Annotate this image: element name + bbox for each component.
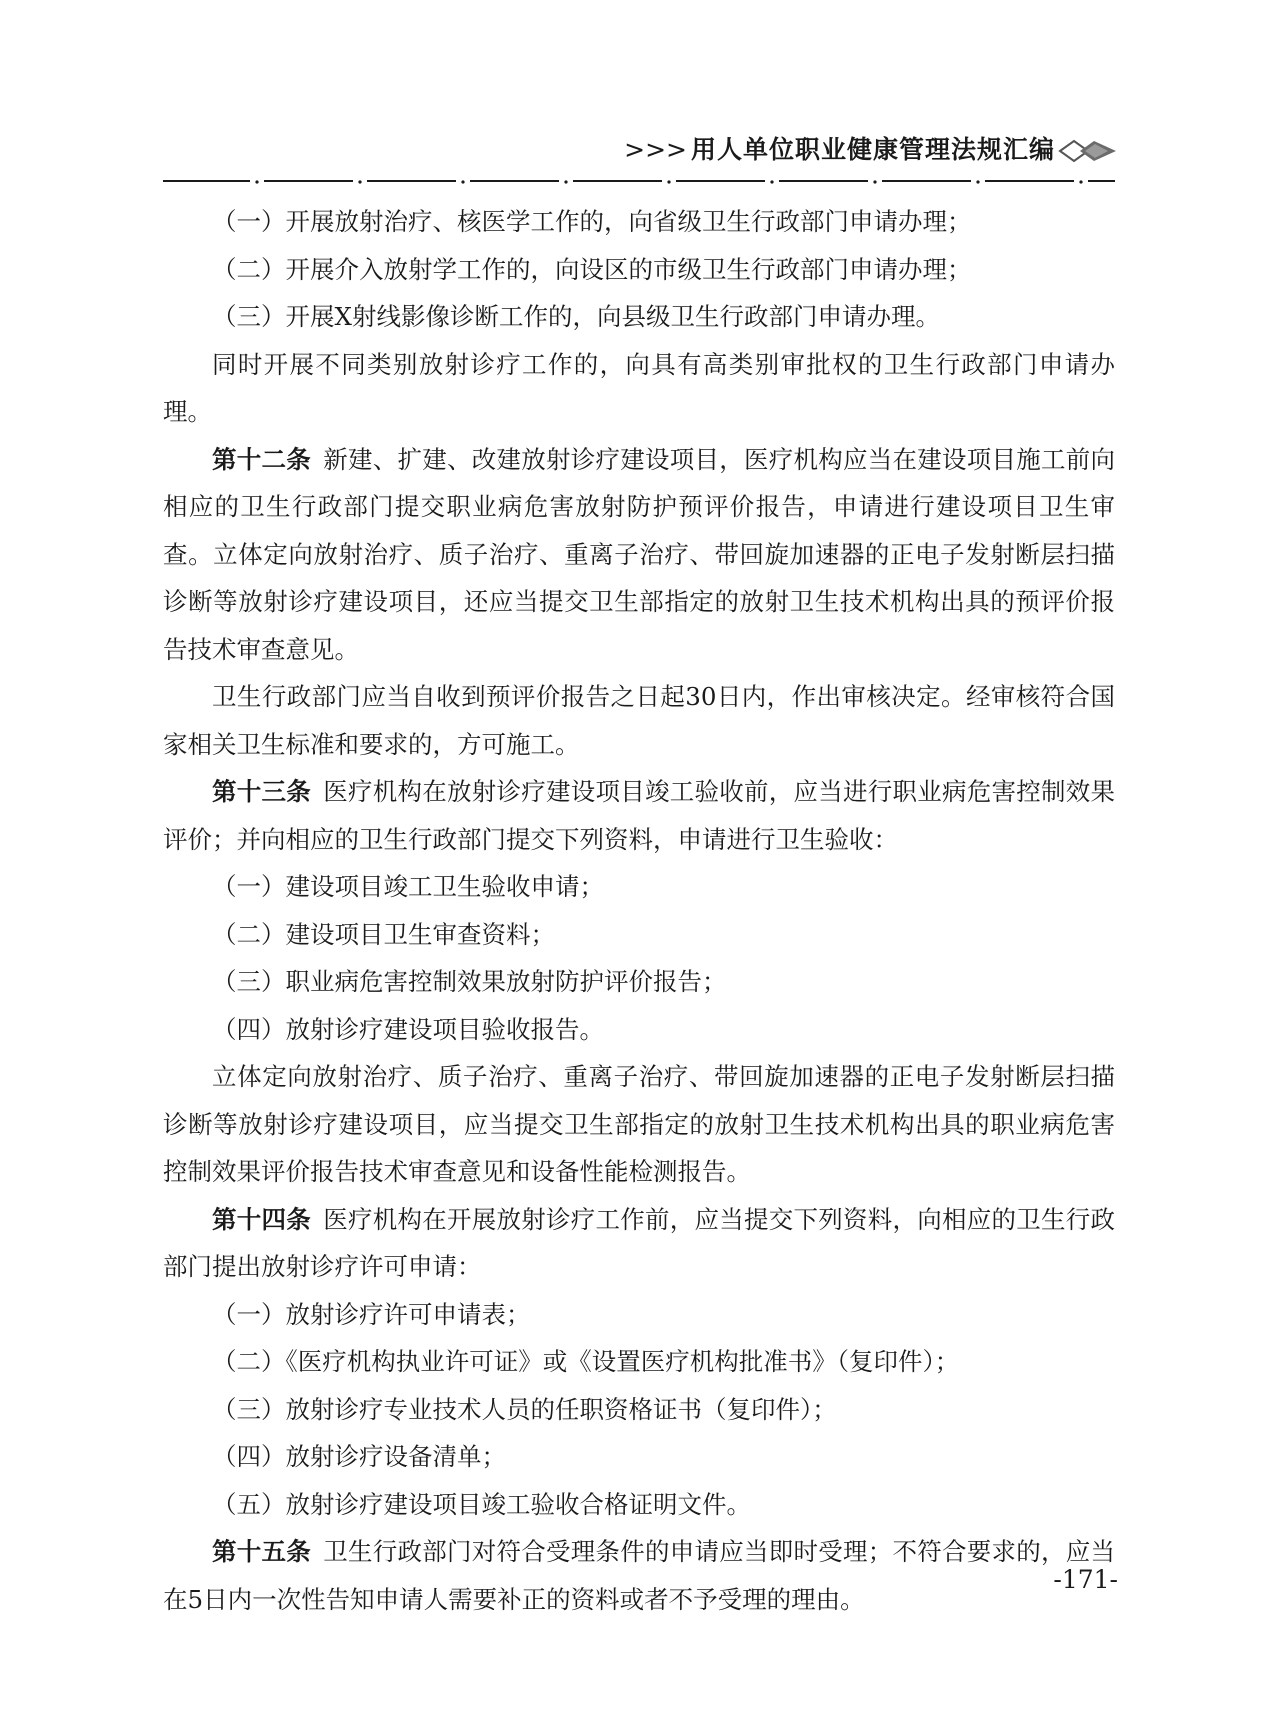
paragraph-text: 立体定向放射治疗、质子治疗、重离子治疗、带回旋加速器的正电子发射断层扫描诊断等放射诊疗建设项目，应当提交卫生部指定的放射卫生技术机构出具的职业病危害控制效果评价报告技术审查意见和设备性能检测报告。 xyxy=(163,1062,1115,1186)
running-header xyxy=(0,133,1275,173)
paragraph-text: 医疗机构在放射诊疗建设项目竣工验收前，应当进行职业病危害控制效果评价；并向相应的卫生行政部门提交下列资料，申请进行卫生验收： xyxy=(163,777,1115,854)
article-heading: 第十二条 xyxy=(212,444,311,474)
paragraph-text: 医疗机构在开展放射诊疗工作前，应当提交下列资料，向相应的卫生行政部门提出放射诊疗许可申请： xyxy=(163,1204,1115,1281)
paragraph xyxy=(163,198,1115,246)
paragraph xyxy=(163,958,1115,1006)
paragraph xyxy=(163,341,1115,436)
paragraph xyxy=(163,911,1115,959)
paragraph-text: （四）放射诊疗建设项目验收报告。 xyxy=(212,1014,604,1044)
header-title xyxy=(624,133,1055,167)
paragraph-text: （二）《医疗机构执业许可证》或《设置医疗机构批准书》（复印件）； xyxy=(212,1347,960,1376)
paragraph-text: （二）建设项目卫生审查资料； xyxy=(212,919,555,949)
paragraph xyxy=(163,1386,1115,1434)
paragraph xyxy=(163,1053,1115,1196)
header-rule xyxy=(163,178,1115,184)
paragraph-text: （一）开展放射治疗、核医学工作的，向省级卫生行政部门申请办理； xyxy=(212,207,972,236)
paragraph-text: （三）放射诊疗专业技术人员的任职资格证书（复印件）； xyxy=(212,1394,837,1424)
paragraph xyxy=(163,1291,1115,1339)
body-text xyxy=(163,198,1115,1623)
page-number: -171- xyxy=(1053,1565,1118,1594)
paragraph xyxy=(163,293,1115,341)
article-heading: 第十三条 xyxy=(212,777,311,806)
paragraph-text: （五）放射诊疗建设项目竣工验收合格证明文件。 xyxy=(212,1489,751,1519)
paragraph-text: 新建、扩建、改建放射诊疗建设项目，医疗机构应当在建设项目施工前向相应的卫生行政部门提交职业病危害放射防护预评价报告，申请进行建设项目卫生审查。立体定向放射治疗、质子治疗、重离子治疗、带回旋加速器的正电子发射断层扫描诊断等放射诊疗建设项目，还应当提交卫生部指定的放射卫生技术机构出具的预评价报告技术审查意见。 xyxy=(163,444,1115,664)
paragraph-text: （一）建设项目竣工卫生验收申请； xyxy=(212,872,604,901)
paragraph-text: （四）放射诊疗设备清单； xyxy=(212,1442,506,1471)
header-arrows: >>> xyxy=(624,135,687,164)
paragraph-text: （三）职业病危害控制效果放射防护评价报告； xyxy=(212,967,727,996)
double-diamond-icon xyxy=(1058,139,1118,163)
paragraph-text: 卫生行政部门应当自收到预评价报告之日起30日内，作出审核决定。经审核符合国家相关卫生标准和要求的，方可施工。 xyxy=(163,682,1115,759)
paragraph-text: （一）放射诊疗许可申请表； xyxy=(212,1299,531,1329)
paragraph-text: （三）开展X射线影像诊断工作的，向县级卫生行政部门申请办理。 xyxy=(212,302,940,331)
paragraph xyxy=(163,1481,1115,1529)
paragraph xyxy=(163,863,1115,911)
paragraph-text: （二）开展介入放射学工作的，向设区的市级卫生行政部门申请办理； xyxy=(212,254,972,284)
article-14 xyxy=(163,1196,1115,1291)
article-13 xyxy=(163,768,1115,863)
paragraph xyxy=(163,673,1115,768)
article-12 xyxy=(163,436,1115,674)
paragraph xyxy=(163,246,1115,294)
paragraph-text: 同时开展不同类别放射诊疗工作的，向具有高类别审批权的卫生行政部门申请办理。 xyxy=(163,349,1115,426)
paragraph xyxy=(163,1338,1115,1386)
article-heading: 第十四条 xyxy=(212,1204,311,1234)
article-15 xyxy=(163,1528,1115,1623)
paragraph xyxy=(163,1433,1115,1481)
paragraph-text: 卫生行政部门对符合受理条件的申请应当即时受理；不符合要求的，应当在5日内一次性告知申请人需要补正的资料或者不予受理的理由。 xyxy=(163,1537,1115,1614)
header-title-text: 用人单位职业健康管理法规汇编 xyxy=(690,135,1055,164)
article-heading: 第十五条 xyxy=(212,1537,311,1566)
paragraph xyxy=(163,1006,1115,1054)
